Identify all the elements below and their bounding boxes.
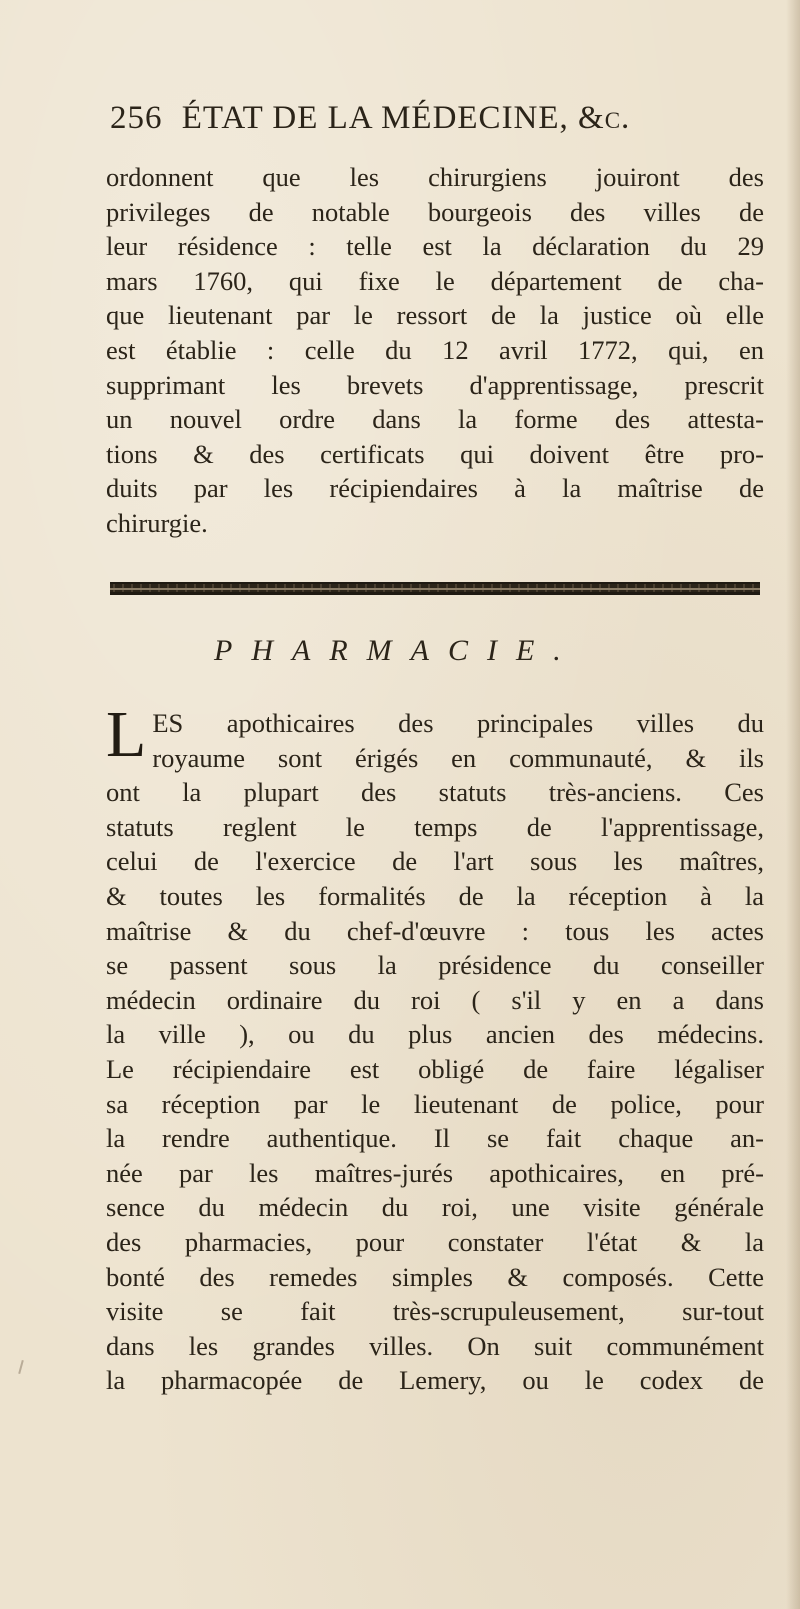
drop-cap: L (106, 698, 147, 771)
running-head (110, 100, 710, 137)
text-line: supprimant les brevets d'apprentissage, prescrit (106, 369, 764, 400)
text-line: ont la plupart des statuts très-anciens. Ces (106, 777, 764, 808)
paragraph-pharmacie (106, 698, 764, 1398)
page-number: 256 (110, 100, 163, 136)
text-line: est établie : celle du 12 avril 1772, qui, en (106, 334, 764, 365)
text-line: celui de l'exercice de l'art sous les maîtres, (106, 846, 764, 877)
text-line: mars 1760, qui fixe le département de cha- (106, 265, 764, 296)
text-line: maîtrise & du chef-d'œuvre : tous les actes (106, 915, 764, 946)
text-line: que lieutenant par le ressort de la justice où elle (106, 300, 764, 331)
text-line: Le récipiendaire est obligé de faire légaliser (106, 1053, 764, 1084)
text-line: statuts reglent le temps de l'apprentissage, (106, 811, 764, 842)
text-line: dans les grandes villes. On suit communément (106, 1330, 764, 1361)
text-line: médecin ordinaire du roi ( s'il y en a dans (106, 984, 764, 1015)
first-word-rest: ES (152, 708, 184, 738)
text-line: des pharmacies, pour constater l'état & la (106, 1226, 764, 1257)
divider-inner-line (110, 588, 760, 590)
text-line: sence du médecin du roi, une visite générale (106, 1192, 764, 1223)
text-line: ordonnent que les chirurgiens jouiront des (106, 162, 764, 192)
text-line: un nouvel ordre dans la forme des attesta- (106, 404, 764, 435)
running-head-title: ÉTAT DE LA MÉDECINE, &c. (181, 100, 631, 136)
first-text-line (152, 706, 764, 741)
text-line: & toutes les formalités de la réception à la (106, 880, 764, 911)
section-title: PHARMACIE. (214, 634, 580, 667)
paragraph-chirurgie (106, 160, 764, 541)
text-line: la ville ), ou du plus ancien des médecins. (106, 1019, 764, 1050)
text-line: née par les maîtres-jurés apothicaires, en pré- (106, 1157, 764, 1188)
text-line: sa réception par le lieutenant de police, pour (106, 1088, 764, 1119)
text-line: leur résidence : telle est la déclaration du 29 (106, 231, 764, 262)
section-divider-rule (110, 582, 760, 595)
first-line-text: apothicaires des principales villes du (226, 708, 764, 738)
text-line: se passent sous la présidence du conseiller (106, 950, 764, 981)
page-edge-shadow (786, 0, 800, 1609)
text-line: duits par les récipiendaires à la maîtrise de (106, 473, 764, 504)
text-line: la rendre authentique. Il se fait chaque an- (106, 1123, 764, 1154)
text-line: privileges de notable bourgeois des villes de (106, 196, 764, 227)
margin-mark (18, 1360, 24, 1374)
text-line: tions & des certificats qui doivent être pro- (106, 438, 764, 469)
text-line: royaume sont érigés en communauté, & ils (152, 742, 764, 773)
text-line: la pharmacopée de Lemery, ou le codex de (106, 1365, 764, 1396)
text-line: chirurgie. (106, 507, 208, 538)
text-line: bonté des remedes simples & composés. Cette (106, 1261, 764, 1292)
text-line: visite se fait très-scrupuleusement, sur-tout (106, 1296, 764, 1327)
